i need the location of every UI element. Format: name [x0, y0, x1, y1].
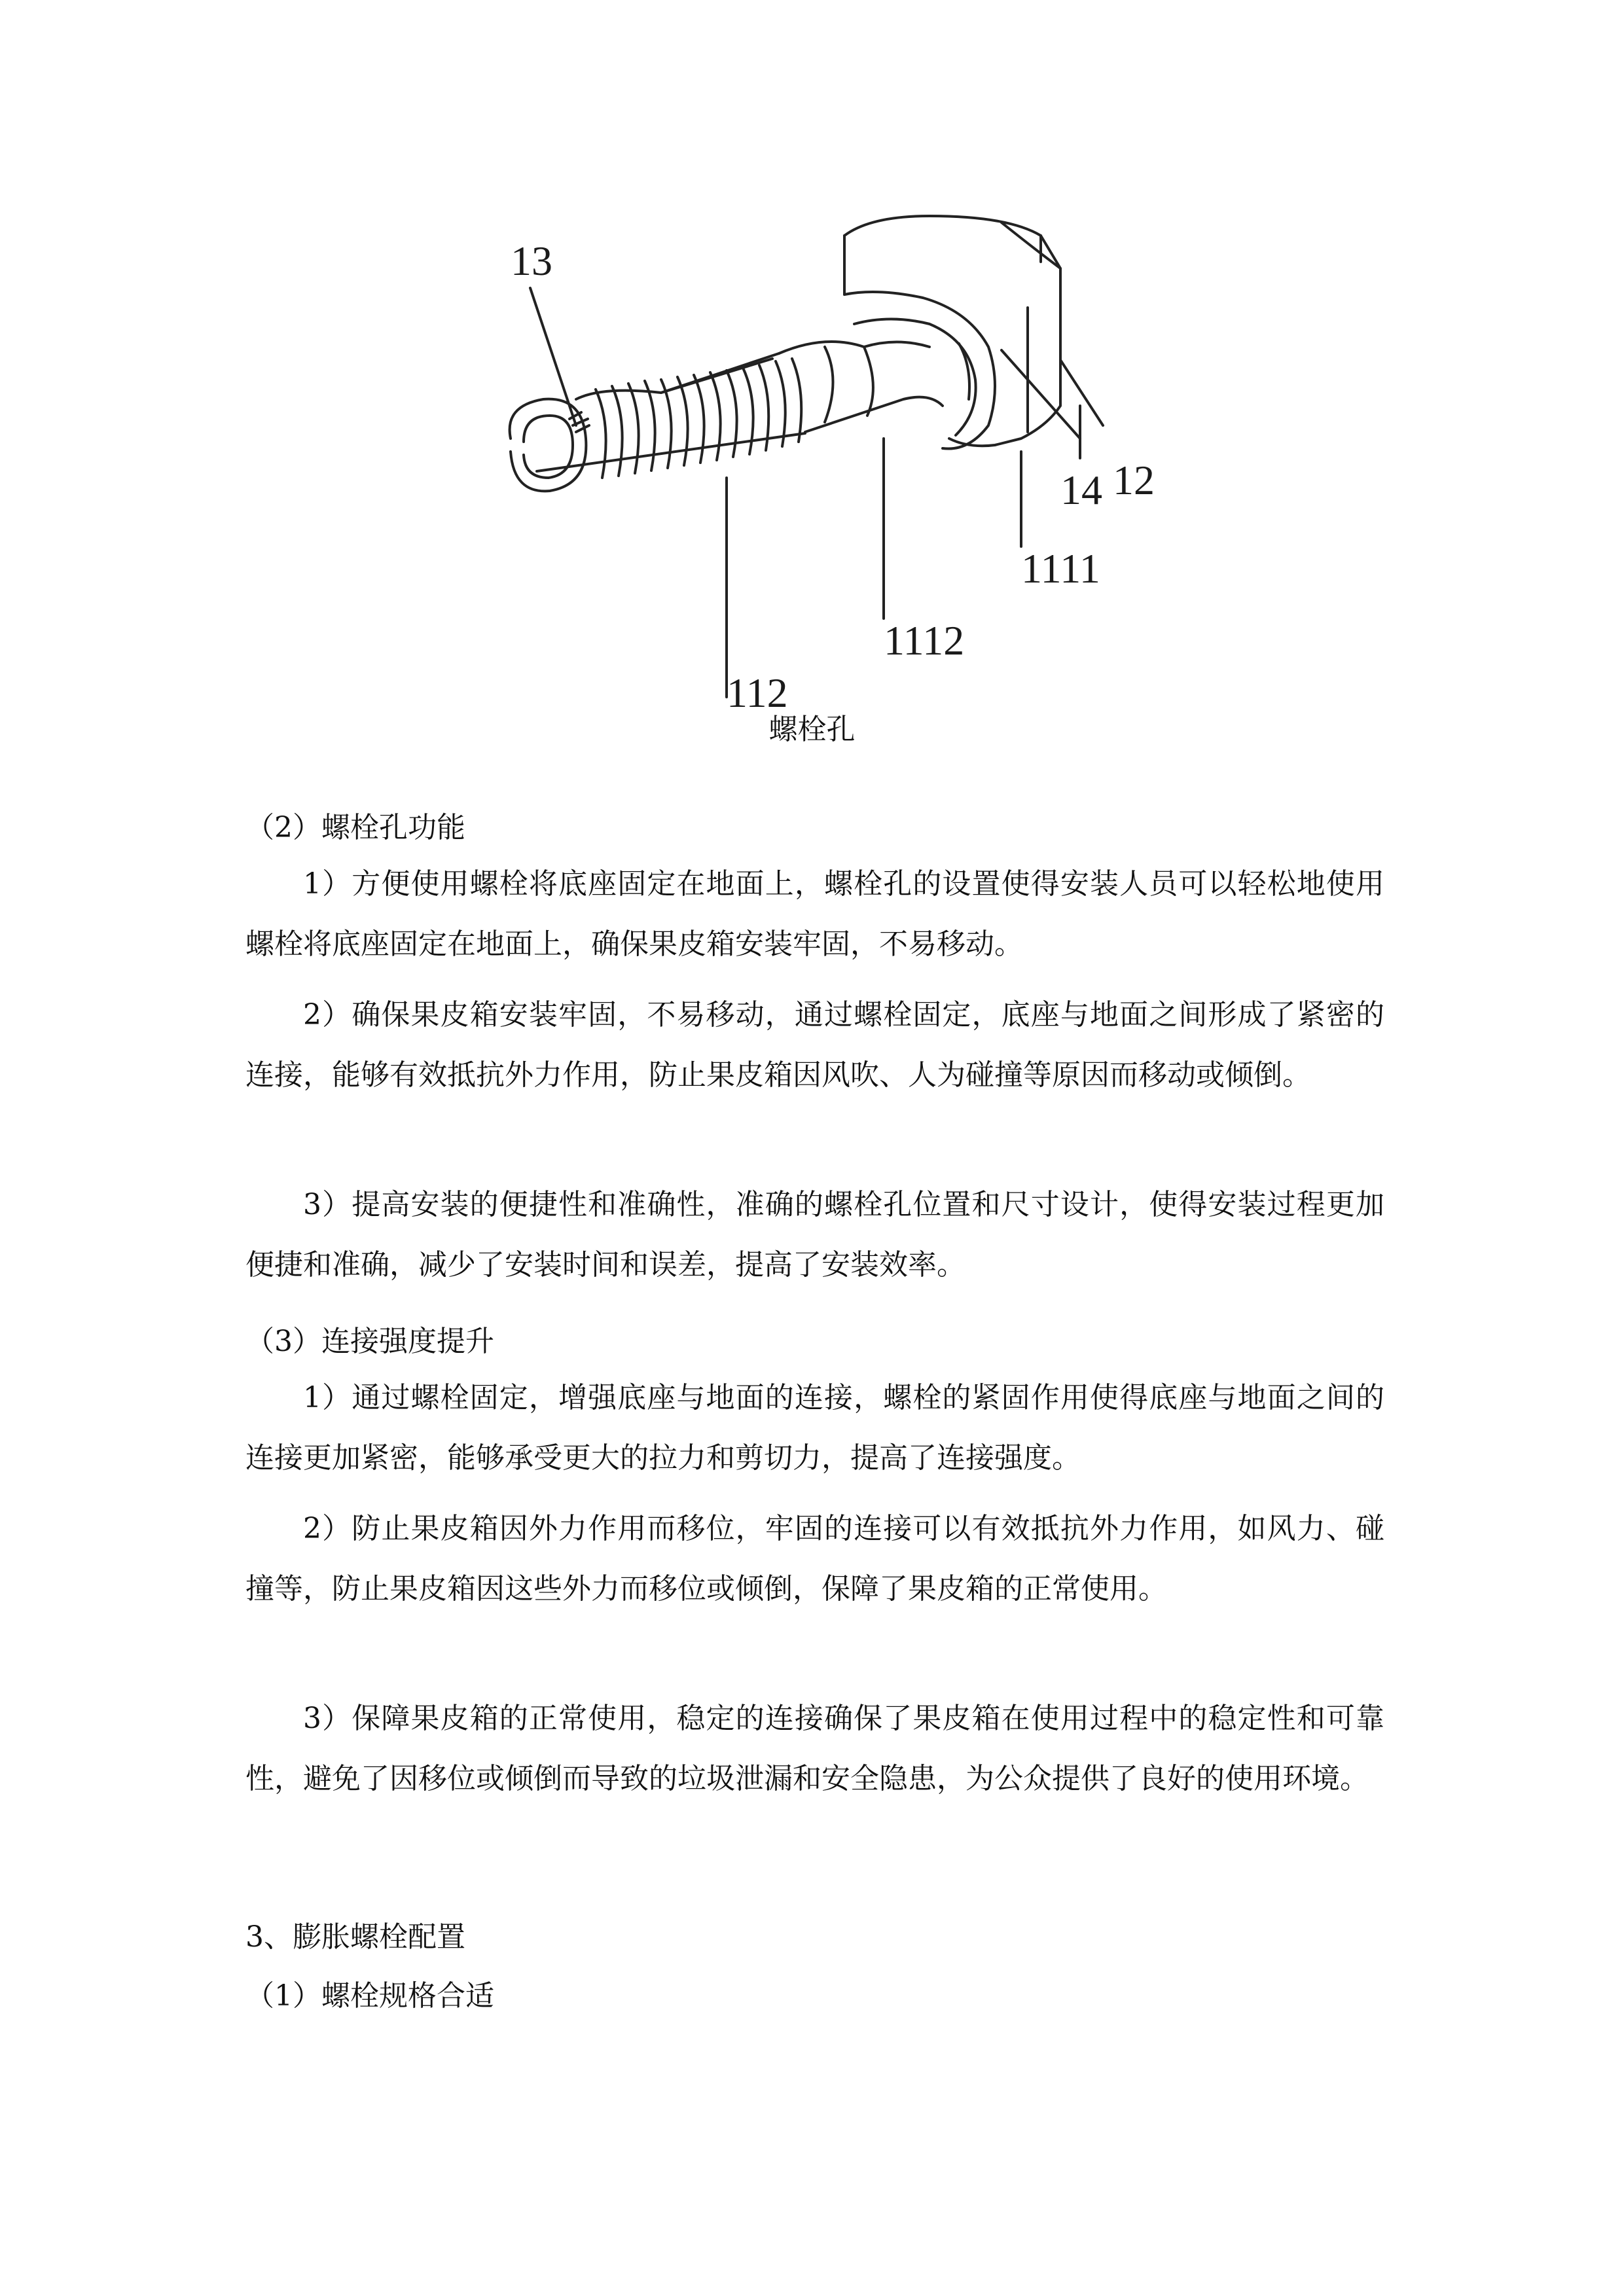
- section-heading-connection-strength: （3）连接强度提升: [245, 1325, 494, 1358]
- paragraph: 1）通过螺栓固定，增强底座与地面的连接，螺栓的紧固作用使得底座与地面之间的连接更加紧密，能够承受更大的拉力和剪切力，提高了连接强度。: [245, 1381, 1384, 1475]
- label-14: 14: [1060, 467, 1102, 513]
- figure-caption: 螺栓孔: [768, 713, 856, 746]
- subsection-heading-bolt-spec: （1）螺栓规格合适: [245, 1979, 494, 2013]
- paragraph: 1）方便使用螺栓将底座固定在地面上，螺栓孔的设置使得安装人员可以轻松地使用螺栓将底座固定在地面上，确保果皮箱安装牢固，不易移动。: [245, 867, 1384, 961]
- label-13: 13: [511, 238, 552, 284]
- label-1112: 1112: [884, 617, 965, 664]
- section-heading-expansion-bolt: 3、膨胀螺栓配置: [245, 1920, 465, 1954]
- label-112: 112: [727, 670, 788, 713]
- paragraph: 3）保障果皮箱的正常使用，稳定的连接确保了果皮箱在使用过程中的稳定性和可靠性，避免了因移位或倾倒而导致的垃圾泄漏和安全隐患，为公众提供了良好的使用环境。: [245, 1702, 1384, 1795]
- paragraph: 2）防止果皮箱因外力作用而移位，牢固的连接可以有效抵抗外力作用，如风力、碰撞等，防止果皮箱因这些外力而移位或倾倒，保障了果皮箱的正常使用。: [245, 1512, 1384, 1605]
- bolt-drawing: [471, 190, 1178, 713]
- section-heading-bolt-hole-function: （2）螺栓孔功能: [245, 811, 465, 844]
- label-12: 12: [1113, 457, 1155, 503]
- label-1111: 1111: [1021, 545, 1100, 592]
- paragraph: 3）提高安装的便捷性和准确性，准确的螺栓孔位置和尺寸设计，使得安装过程更加便捷和准确，减少了安装时间和误差，提高了安装效率。: [245, 1188, 1384, 1282]
- bolt-figure: [471, 190, 1178, 713]
- paragraph: 2）确保果皮箱安装牢固，不易移动，通过螺栓固定，底座与地面之间形成了紧密的连接，能够有效抵抗外力作用，防止果皮箱因风吹、人为碰撞等原因而移动或倾倒。: [245, 998, 1384, 1092]
